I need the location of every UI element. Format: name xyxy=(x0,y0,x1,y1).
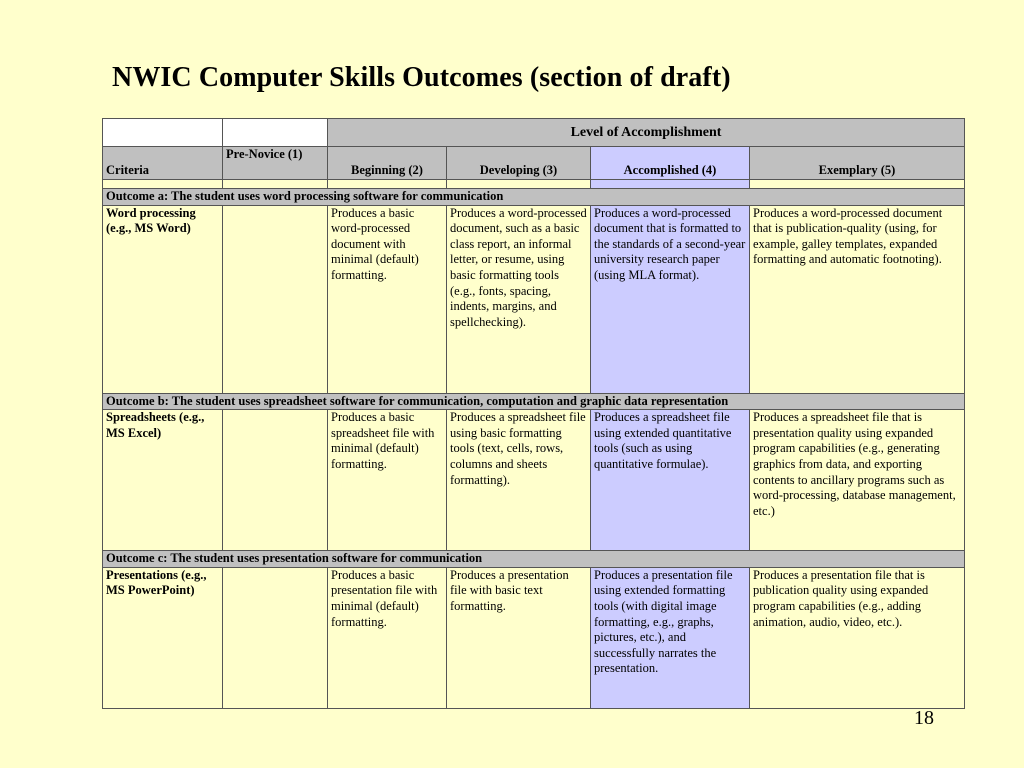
accomplished-cell: Produces a spreadsheet file using extended quantitative tools (such as using quantitative formulae). xyxy=(591,410,750,551)
criteria-cell: Spreadsheets (e.g., MS Excel) xyxy=(103,410,223,551)
spacer-row xyxy=(103,180,965,189)
table-row xyxy=(103,205,965,393)
table-row xyxy=(103,410,965,551)
pre-novice-cell xyxy=(223,205,328,393)
outcomes-table xyxy=(102,118,965,709)
beginning-cell: Produces a basic word-processed document with minimal (default) formatting. xyxy=(328,205,447,393)
developing-cell: Produces a word-processed document, such as a basic class report, an informal letter, or resume, using basic formatting tools (e.g., fonts, spacing, indents, margins, and spellchecking). xyxy=(447,205,591,393)
column-header-pre-novice: Pre-Novice (1) xyxy=(223,147,328,180)
slide-title: NWIC Computer Skills Outcomes (section of draft) xyxy=(112,62,731,93)
outcome-b-heading: Outcome b: The student uses spreadsheet software for communication, computation and graphic data representation xyxy=(103,393,965,410)
header-blank-criteria xyxy=(103,119,223,147)
outcome-c-heading: Outcome c: The student uses presentation software for communication xyxy=(103,551,965,568)
page-number: 18 xyxy=(914,707,934,729)
pre-novice-cell xyxy=(223,410,328,551)
column-header-criteria: Criteria xyxy=(103,147,223,180)
header-blank-pre-novice xyxy=(223,119,328,147)
column-header-developing: Developing (3) xyxy=(447,147,591,180)
beginning-cell: Produces a basic presentation file with minimal (default) formatting. xyxy=(328,567,447,708)
exemplary-cell: Produces a word-processed document that is publication-quality (using, for example, galley templates, expanded formatting and automatic footnoting). xyxy=(750,205,965,393)
criteria-cell: Presentations (e.g., MS PowerPoint) xyxy=(103,567,223,708)
exemplary-cell: Produces a spreadsheet file that is presentation quality using expanded program capabilities (e.g., generating graphics from data, and exporting contents to ancillary programs such as word-processing, database management, etc.) xyxy=(750,410,965,551)
developing-cell: Produces a spreadsheet file using basic formatting tools (text, cells, rows, columns and sheets formatting). xyxy=(447,410,591,551)
pre-novice-cell xyxy=(223,567,328,708)
accomplished-cell: Produces a presentation file using extended formatting tools (with digital image formatting, e.g., graphs, pictures, etc.), and successfully narrates the presentation. xyxy=(591,567,750,708)
column-header-exemplary: Exemplary (5) xyxy=(750,147,965,180)
column-header-beginning: Beginning (2) xyxy=(328,147,447,180)
column-header-accomplished: Accomplished (4) xyxy=(591,147,750,180)
beginning-cell: Produces a basic spreadsheet file with minimal (default) formatting. xyxy=(328,410,447,551)
criteria-cell: Word processing (e.g., MS Word) xyxy=(103,205,223,393)
table-row xyxy=(103,567,965,708)
exemplary-cell: Produces a presentation file that is publication quality using expanded program capabilities (e.g., adding animation, audio, video, etc.). xyxy=(750,567,965,708)
level-of-accomplishment-header: Level of Accomplishment xyxy=(328,119,965,147)
accomplished-cell: Produces a word-processed document that is formatted to the standards of a second-year university research paper (using MLA format). xyxy=(591,205,750,393)
developing-cell: Produces a presentation file with basic text formatting. xyxy=(447,567,591,708)
outcome-a-heading: Outcome a: The student uses word processing software for communication xyxy=(103,189,965,206)
